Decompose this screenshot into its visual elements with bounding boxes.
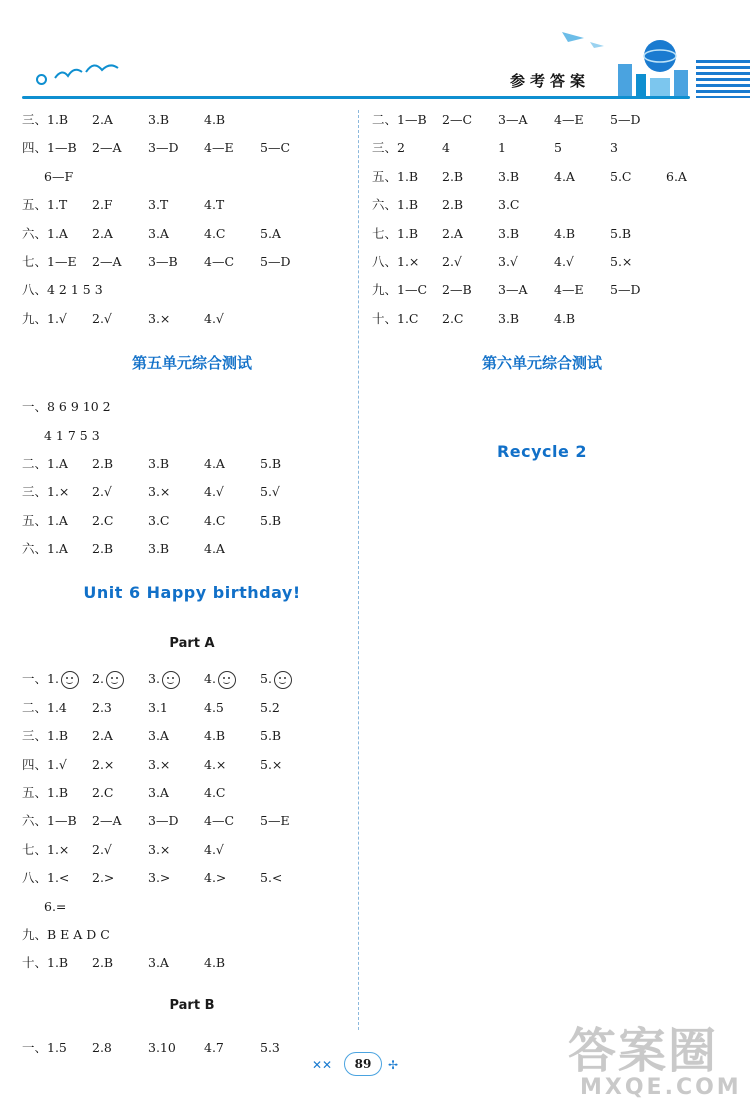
- answer-cell: 3.>: [148, 870, 171, 886]
- left-column: [22, 106, 362, 1062]
- answer-row: [22, 864, 362, 892]
- answer-row: [22, 779, 362, 807]
- answer-cell: 2—A: [92, 140, 122, 156]
- answer-cell: 3.×: [148, 756, 171, 772]
- header-stripes: [696, 60, 750, 98]
- answer-row: [22, 694, 362, 722]
- star-decoration-icon: ✕✕: [312, 1058, 333, 1072]
- answer-cell: 七、1—E: [22, 253, 77, 269]
- answer-cell: 2.>: [92, 870, 115, 886]
- answer-cell: 4.C: [204, 225, 226, 241]
- answer-cell: 2.B: [442, 197, 464, 213]
- answer-row: [372, 134, 712, 162]
- answer-cell: 六、1.B: [372, 197, 419, 213]
- answer-cell: 九、1—C: [372, 282, 428, 298]
- answer-cell: 2—B: [442, 282, 472, 298]
- answer-cell: 4.B: [204, 728, 226, 744]
- answer-cell: 2.√: [442, 253, 462, 269]
- answer-cell: 3.B: [148, 455, 170, 471]
- answer-row: [22, 134, 362, 162]
- answer-row: [22, 722, 362, 750]
- answer-cell: 3.A: [148, 955, 169, 971]
- header-dot: [36, 74, 47, 85]
- watermark-url: MXQE.COM: [580, 1075, 742, 1100]
- globe-city-icon: [612, 34, 692, 98]
- answer-cell: 二、1—B: [372, 112, 427, 127]
- answer-cell: 5.B: [260, 728, 282, 744]
- answer-row: [22, 921, 362, 949]
- answer-cell: 4: [442, 140, 450, 156]
- answer-cell: 八、4 2 1 5 3: [22, 282, 103, 298]
- answer-cell: 4—C: [204, 813, 235, 829]
- answer-cell: 3.T: [148, 197, 169, 213]
- left-top-answers: [22, 106, 362, 333]
- answer-cell: 1: [498, 140, 506, 156]
- answer-cell: 2.B: [92, 541, 114, 557]
- answer-row: [22, 893, 362, 921]
- answer-cell: 十、1.C: [372, 310, 419, 326]
- faces-answer-row: [372, 482, 712, 510]
- answer-cell: 3.√: [498, 253, 518, 269]
- answer-row: [22, 535, 362, 563]
- answer-cell: 一、8 6 9 10 2: [22, 399, 111, 415]
- unit6-part-b-answers: [22, 1034, 362, 1062]
- answer-row: [22, 276, 362, 304]
- answer-cell: 一、1.: [22, 665, 92, 693]
- answer-cell: 3.1: [148, 699, 168, 715]
- answer-cell: 七、1.B: [372, 225, 419, 241]
- answer-cell: 六、1.A: [22, 541, 68, 557]
- answer-cell: 2.√: [92, 841, 112, 857]
- smiley-face-icon: [218, 671, 236, 689]
- answer-cell: 3—D: [148, 140, 179, 156]
- answer-row: [22, 248, 362, 276]
- answer-cell: 3.B: [148, 112, 170, 127]
- answer-row: [22, 507, 362, 535]
- answer-cell: 4.×: [204, 756, 227, 772]
- page-title: 参考答案: [510, 72, 591, 90]
- answer-cell: 5.2: [260, 699, 280, 715]
- answer-row: [22, 305, 362, 333]
- answer-cell: 六、1.A: [22, 225, 68, 241]
- answer-cell: 2—A: [92, 813, 122, 829]
- answer-row: [372, 248, 712, 276]
- answer-cell: 二、1.4: [22, 699, 67, 715]
- answer-cell: 5—D: [260, 253, 291, 269]
- answer-cell: 4—E: [204, 140, 234, 156]
- answer-cell: 三、2: [372, 140, 405, 156]
- answer-cell: 三、1.B: [22, 728, 69, 744]
- answer-row: [22, 1034, 362, 1062]
- answer-cell: 5.×: [260, 756, 283, 772]
- answer-cell: 3—D: [148, 813, 179, 829]
- answer-cell: 5.B: [260, 512, 282, 528]
- answer-row: [22, 807, 362, 835]
- answer-cell: 二、1.A: [22, 455, 68, 471]
- part-a-title: Part A: [169, 636, 215, 652]
- unit6-part-a-answers: [22, 694, 362, 978]
- answer-cell: 4.B: [204, 955, 226, 971]
- answer-cell: 3.A: [148, 785, 169, 801]
- answer-row: [372, 220, 712, 248]
- answer-cell: 5.×: [610, 253, 633, 269]
- answer-cell: 4.A: [204, 541, 225, 557]
- answer-cell: 六、1—B: [22, 813, 77, 829]
- section-title-recycle2: Recycle 2: [496, 441, 588, 461]
- answer-cell: 5—D: [610, 282, 641, 298]
- answer-row: [22, 450, 362, 478]
- answer-cell: 5—E: [260, 813, 290, 829]
- answer-cell: 4.7: [204, 1039, 224, 1055]
- answer-cell: 3.B: [498, 168, 520, 184]
- answer-cell: 4.√: [204, 841, 224, 857]
- answer-cell: 5—D: [610, 112, 641, 127]
- answer-row: [22, 836, 362, 864]
- answer-cell: 2.F: [92, 197, 113, 213]
- answer-cell: 3: [610, 140, 618, 156]
- faces-answer-row: [372, 393, 712, 421]
- answer-row: [22, 478, 362, 506]
- answer-cell: 2.8: [92, 1039, 112, 1055]
- answer-cell: 八、1.×: [372, 253, 420, 269]
- answer-cell: 五、1.B: [22, 785, 69, 801]
- section-title-unit5-test: 第五单元综合测试: [131, 354, 252, 373]
- answer-cell: 3.A: [148, 225, 169, 241]
- answer-cell: 4.B: [554, 225, 576, 241]
- answer-cell: 十、1.B: [22, 955, 69, 971]
- answer-cell: 五、1.B: [372, 168, 419, 184]
- answer-cell: 2.A: [92, 112, 113, 127]
- answer-cell: 3.B: [498, 225, 520, 241]
- section-title-unit6-test: 第六单元综合测试: [481, 354, 602, 373]
- answer-row: [22, 220, 362, 248]
- answer-cell: 4.>: [204, 870, 227, 886]
- answer-cell: 3—B: [148, 253, 178, 269]
- answer-cell: 三、1.×: [22, 484, 70, 500]
- answer-cell: 2.√: [92, 484, 112, 500]
- answer-cell: 七、1.×: [22, 841, 70, 857]
- answer-row: [22, 949, 362, 977]
- smiley-face-icon: [274, 671, 292, 689]
- faces-answer-row: [22, 665, 362, 693]
- answer-cell: 四、1—B: [22, 140, 77, 156]
- answer-cell: 2—A: [92, 253, 122, 269]
- section-title-unit6: Unit 6 Happy birthday!: [83, 583, 301, 603]
- answer-row: [22, 422, 362, 450]
- seagull-icon: [50, 58, 120, 88]
- answer-cell: 5.√: [260, 484, 280, 500]
- smiley-face-icon: [61, 671, 79, 689]
- answer-cell: 4.C: [204, 785, 226, 801]
- answer-cell: 3.×: [148, 841, 171, 857]
- answer-row: [372, 305, 712, 333]
- answer-cell: 5.<: [260, 870, 283, 886]
- answer-cell: 4.√: [554, 253, 574, 269]
- answer-cell: 2.×: [92, 756, 115, 772]
- answer-cell: 5: [554, 140, 562, 156]
- answer-cell: 2.A: [442, 225, 463, 241]
- answer-cell: 五、1.T: [22, 197, 68, 213]
- answer-row: [22, 191, 362, 219]
- answer-cell: 4.B: [204, 112, 226, 127]
- answer-cell: 5.C: [610, 168, 632, 184]
- right-column: [372, 106, 712, 510]
- answer-cell: 4.√: [204, 484, 224, 500]
- answer-cell: 3—A: [498, 112, 528, 127]
- pinwheel-icon: ✢: [388, 1058, 399, 1072]
- answer-cell: 4.C: [204, 512, 226, 528]
- header-rule: [22, 96, 690, 99]
- answer-cell: 4—E: [554, 112, 584, 127]
- answer-cell: 2.A: [92, 225, 113, 241]
- answer-cell: 4.√: [204, 310, 224, 326]
- page-number: 89: [344, 1052, 382, 1076]
- answer-cell: 2.B: [92, 955, 114, 971]
- smiley-face-icon: [106, 671, 124, 689]
- answer-cell: 5.B: [610, 225, 632, 241]
- answer-cell: 2.C: [92, 785, 114, 801]
- answer-cell: 2.: [92, 665, 148, 693]
- answer-cell: 4 1 7 5 3: [44, 427, 100, 443]
- answer-cell: 3.B: [148, 541, 170, 557]
- answer-cell: 3.C: [148, 512, 170, 528]
- answer-cell: 6.A: [666, 168, 687, 184]
- answer-cell: 6.=: [44, 898, 67, 914]
- answer-row: [22, 393, 362, 421]
- answer-cell: 5.A: [260, 225, 281, 241]
- answer-cell: 3.A: [148, 728, 169, 744]
- answer-cell: 3.×: [148, 310, 171, 326]
- answer-row: [372, 163, 712, 191]
- answer-cell: 2—C: [442, 112, 473, 127]
- answer-cell: 四、1.√: [22, 756, 67, 772]
- answer-row: [22, 751, 362, 779]
- page-header: [0, 0, 750, 105]
- watermark-logo: 答案圈: [568, 1023, 719, 1079]
- answer-cell: 5.B: [260, 455, 282, 471]
- answer-cell: 5.3: [260, 1039, 280, 1055]
- answer-cell: 3.×: [148, 484, 171, 500]
- answer-cell: 3—A: [498, 282, 528, 298]
- answer-cell: 一、1.5: [22, 1039, 67, 1055]
- answer-cell: 三、1.B: [22, 112, 69, 127]
- answer-cell: 2.B: [92, 455, 114, 471]
- smiley-face-icon: [162, 671, 180, 689]
- answer-cell: 4.A: [554, 168, 575, 184]
- answer-cell: 2.C: [442, 310, 464, 326]
- answer-cell: 5.: [260, 665, 316, 693]
- unit5-test-answers: [22, 393, 362, 563]
- answer-cell: 2.C: [92, 512, 114, 528]
- answer-cell: 3.B: [498, 310, 520, 326]
- answer-row: [22, 163, 362, 191]
- answer-row: [372, 106, 712, 134]
- answer-cell: 九、B E A D C: [22, 926, 110, 942]
- part-b-title: Part B: [169, 997, 215, 1013]
- right-top-answers: [372, 106, 712, 333]
- answer-cell: 4—E: [554, 282, 584, 298]
- answer-cell: 九、1.√: [22, 310, 67, 326]
- answer-cell: 2.B: [442, 168, 464, 184]
- answer-cell: 2.A: [92, 728, 113, 744]
- answer-cell: 4.T: [204, 197, 225, 213]
- answer-cell: 4.A: [204, 455, 225, 471]
- watermark: [568, 1012, 742, 1100]
- answer-cell: 3.10: [148, 1039, 176, 1055]
- answer-cell: 4.: [204, 665, 260, 693]
- answer-cell: 4.5: [204, 699, 224, 715]
- answer-row: [372, 191, 712, 219]
- answer-cell: 4—C: [204, 253, 235, 269]
- answer-cell: 5—C: [260, 140, 291, 156]
- answer-cell: 4.B: [554, 310, 576, 326]
- answer-cell: 3.C: [498, 197, 520, 213]
- answer-cell: 3.: [148, 665, 204, 693]
- answer-cell: 2.√: [92, 310, 112, 326]
- answer-cell: 6—F: [44, 168, 74, 184]
- answer-cell: 八、1.<: [22, 870, 70, 886]
- answer-row: [372, 276, 712, 304]
- answer-row: [22, 106, 362, 134]
- paper-plane-icon: [560, 26, 610, 56]
- answer-cell: 2.3: [92, 699, 112, 715]
- answer-cell: 五、1.A: [22, 512, 68, 528]
